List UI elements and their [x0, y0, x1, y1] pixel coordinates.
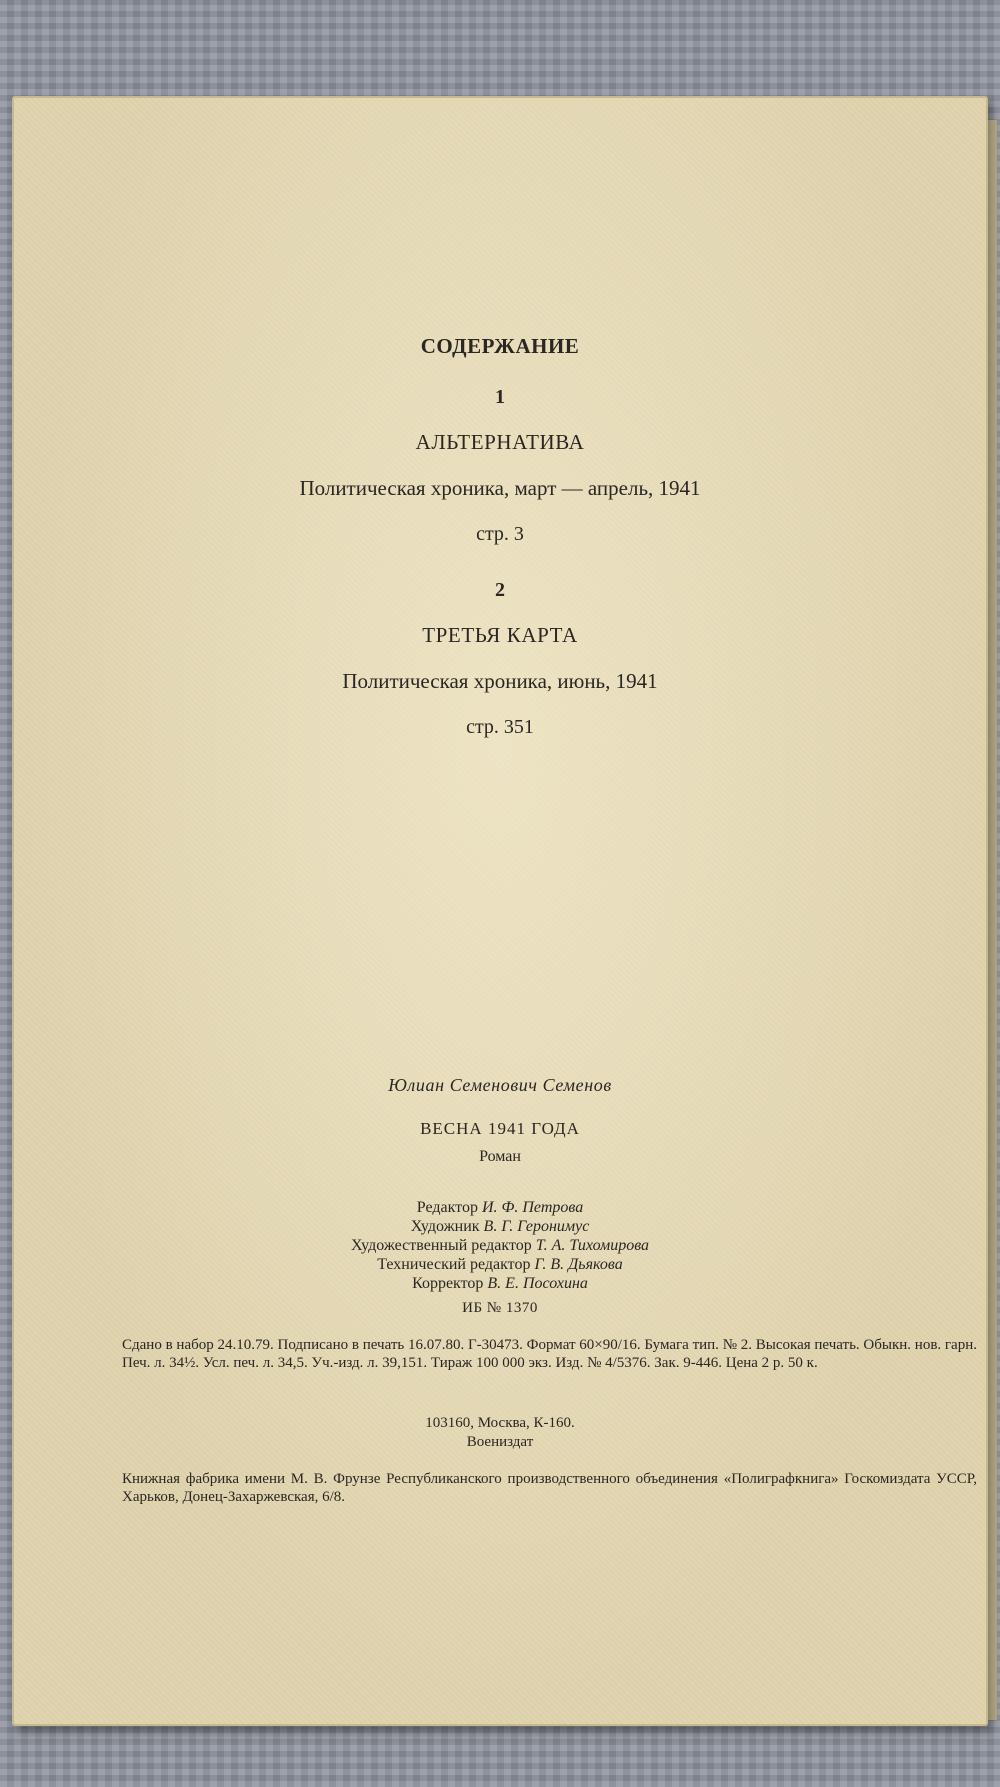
credit-proofreader: Корректор В. Е. Посохина	[412, 1275, 588, 1292]
part-1-page: стр. 3	[476, 523, 524, 545]
ib-number: ИБ № 1370	[462, 1300, 538, 1316]
part-2-title: ТРЕТЬЯ КАРТА	[422, 623, 578, 647]
credit-art-editor: Художественный редактор Т. А. Тихомирова	[350, 1237, 650, 1254]
part-1-number: 1	[495, 386, 505, 408]
imprint-publisher: Воениздат	[466, 1434, 534, 1450]
credit-artist: Художник В. Г. Геронимус	[410, 1218, 590, 1235]
credit-editor: Редактор И. Ф. Петрова	[416, 1199, 584, 1216]
toc-title: СОДЕРЖАНИЕ	[420, 334, 580, 358]
imprint-printer: Книжная фабрика имени М. В. Фрунзе Республиканского производственного объединения «Полиграфкнига» Госкомиздата УССР, Харьков, Донец-Захаржевская, 6/8.	[122, 1471, 977, 1505]
book-title: ВЕСНА 1941 ГОДА	[420, 1119, 580, 1138]
part-2-number: 2	[495, 579, 505, 601]
book-genre: Роман	[479, 1148, 521, 1165]
imprint-details: Сдано в набор 24.10.79. Подписано в печать 16.07.80. Г-30473. Формат 60×90/16. Бумага тип. № 2. Высокая печать. Обыкн. нов. гарн. Печ. л. 34½. Усл. печ. л. 34,5. Уч.-изд. л. 39,151. Тираж 100 000 экз. Изд. № 4/5376. Зак. 9-446. Цена 2 р. 50 к.	[122, 1337, 977, 1371]
credits-list	[12, 1198, 988, 1293]
book-author: Юлиан Семенович Семенов	[388, 1075, 612, 1095]
book-page	[12, 96, 988, 1726]
part-1-title: АЛЬТЕРНАТИВА	[415, 430, 585, 454]
credit-tech-editor: Технический редактор Г. В. Дьякова	[377, 1256, 623, 1273]
part-2-subtitle: Политическая хроника, июнь, 1941	[342, 669, 658, 693]
part-2-page: стр. 351	[466, 716, 534, 738]
part-1-subtitle: Политическая хроника, март — апрель, 1941	[299, 476, 701, 500]
imprint-address: 103160, Москва, К-160.	[425, 1415, 575, 1431]
